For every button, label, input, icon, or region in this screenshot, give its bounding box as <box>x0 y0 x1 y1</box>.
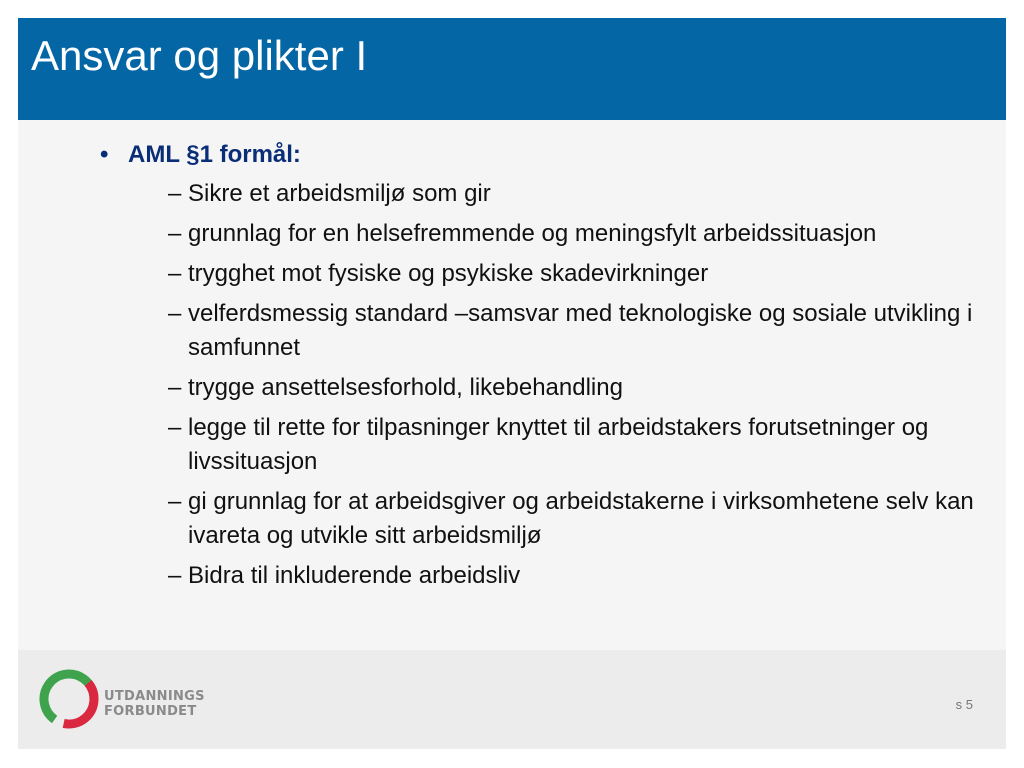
list-item-text: trygghet mot fysiske og psykiske skadevirkninger <box>188 260 709 287</box>
slide <box>18 18 1006 749</box>
list-item <box>100 297 980 365</box>
dash-icon: – <box>168 488 182 515</box>
dash-icon: – <box>168 374 182 401</box>
list-item-text: trygge ansettelsesforhold, likebehandling <box>188 374 623 401</box>
list-item-text: legge til rette for tilpasninger knyttet til arbeidstakers forutsetninger og livssituasjon <box>188 414 929 475</box>
list-item <box>100 559 980 593</box>
brand-line-2: FORBUNDET <box>104 704 197 719</box>
list-item <box>100 217 980 251</box>
list-item-text: gi grunnlag for at arbeidsgiver og arbeidstakerne i virksomhetene selv kan ivareta og utvikle sitt arbeidsmiljø <box>188 488 974 549</box>
bullet-icon: • <box>100 141 109 168</box>
brand-name <box>104 689 205 719</box>
list-item-text: grunnlag for en helsefremmende og meningsfylt arbeidssituasjon <box>188 220 877 247</box>
list-item-text: velferdsmessig standard –samsvar med teknologiske og sosiale utvikling i samfunnet <box>188 300 973 361</box>
dash-icon: – <box>168 220 182 247</box>
dash-icon: – <box>168 180 182 207</box>
dash-icon: – <box>168 414 182 441</box>
title-bar <box>18 18 1006 120</box>
list-item <box>100 257 980 291</box>
dash-icon: – <box>168 260 182 287</box>
page-number: s 5 <box>955 697 973 712</box>
utdanningsforbundet-logo-icon <box>38 668 100 730</box>
list-item <box>100 177 980 211</box>
dash-icon: – <box>168 562 182 589</box>
dash-icon: – <box>168 300 182 327</box>
list-item-text: Bidra til inkluderende arbeidsliv <box>188 562 521 589</box>
content-area <box>100 140 980 599</box>
footer <box>18 650 1006 749</box>
list-item-text: Sikre et arbeidsmiljø som gir <box>188 180 491 207</box>
slide-title: Ansvar og plikter I <box>31 32 368 79</box>
brand-line-1: UTDANNINGS <box>104 689 205 704</box>
list-item <box>100 411 980 479</box>
heading-text: AML §1 formål: <box>128 141 301 168</box>
list-item <box>100 371 980 405</box>
heading-bullet-item <box>100 140 980 170</box>
list-item <box>100 485 980 553</box>
